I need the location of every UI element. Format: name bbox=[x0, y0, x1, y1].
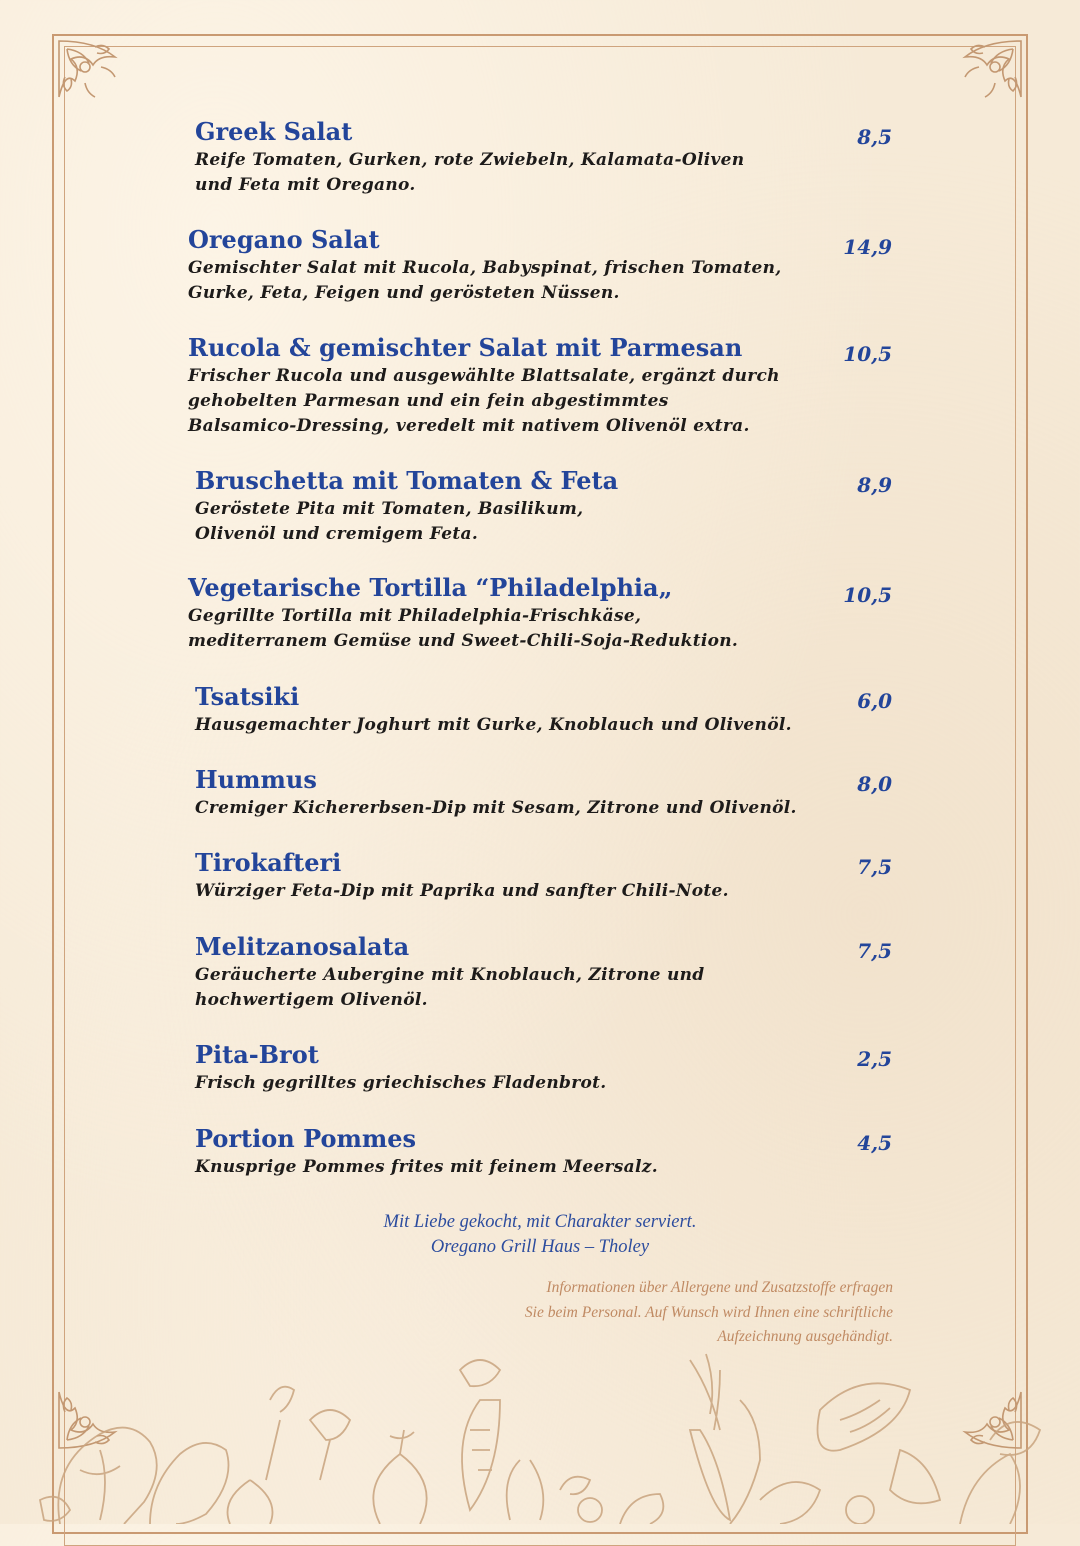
desc-line: gehobelten Parmesan und ein fein abgestimmtes bbox=[188, 391, 669, 411]
allergen-line: Informationen über Allergene und Zusatzstoffe erfragen bbox=[546, 1279, 893, 1296]
desc-line: Balsamico-Dressing, veredelt mit nativem Olivenöl extra. bbox=[188, 416, 750, 436]
menu-item-bruschetta bbox=[195, 466, 915, 547]
desc-line: Gurke, Feta, Feigen und gerösteten Nüssen. bbox=[188, 283, 620, 303]
item-description bbox=[195, 1071, 915, 1096]
item-price: 7,5 bbox=[857, 855, 892, 879]
menu-item-pita-brot bbox=[195, 1040, 915, 1096]
allergen-line: Aufzeichnung ausgehändigt. bbox=[717, 1328, 893, 1345]
footer-tagline: Mit Liebe gekocht, mit Charakter serviert. bbox=[383, 1212, 697, 1232]
desc-line: mediterranem Gemüse und Sweet-Chili-Soja-Reduktion. bbox=[188, 631, 739, 651]
menu-item-hummus bbox=[195, 765, 915, 821]
menu-item-pommes bbox=[195, 1124, 915, 1180]
desc-line: Frischer Rucola und ausgewählte Blattsalate, ergänzt durch bbox=[188, 366, 780, 386]
menu-item-tirokafteri bbox=[195, 848, 915, 904]
item-price: 4,5 bbox=[857, 1131, 892, 1155]
desc-line: Cremiger Kichererbsen-Dip mit Sesam, Zitrone und Olivenöl. bbox=[195, 798, 797, 818]
item-price: 10,5 bbox=[843, 342, 892, 366]
item-name: Rucola & gemischter Salat mit Parmesan bbox=[188, 333, 743, 362]
desc-line: Geröstete Pita mit Tomaten, Basilikum, bbox=[195, 499, 584, 519]
menu-item-oregano-salat bbox=[188, 225, 908, 306]
item-description bbox=[195, 148, 915, 198]
desc-line: Geräucherte Aubergine mit Knoblauch, Zitrone und bbox=[195, 965, 705, 985]
item-name: Tsatsiki bbox=[195, 682, 300, 711]
item-description bbox=[195, 879, 915, 904]
desc-line: Olivenöl und cremigem Feta. bbox=[195, 524, 479, 544]
item-name: Portion Pommes bbox=[195, 1124, 417, 1153]
item-price: 2,5 bbox=[857, 1047, 892, 1071]
allergen-line: Sie beim Personal. Auf Wunsch wird Ihnen eine schriftliche bbox=[524, 1303, 893, 1321]
item-name: Tirokafteri bbox=[195, 848, 342, 877]
item-description bbox=[195, 963, 915, 1013]
item-description bbox=[195, 497, 915, 547]
footer-restaurant-name: Oregano Grill Haus – Tholey bbox=[430, 1237, 650, 1257]
menu-item-melitzanosalata bbox=[195, 932, 915, 1013]
menu-item-tsatsiki bbox=[195, 682, 915, 738]
item-name: Melitzanosalata bbox=[195, 932, 410, 961]
menu-item-tortilla bbox=[188, 573, 908, 654]
item-price: 6,0 bbox=[857, 689, 892, 713]
item-description bbox=[195, 713, 915, 738]
item-description bbox=[188, 604, 908, 654]
desc-line: Knusprige Pommes frites mit feinem Meersalz. bbox=[195, 1157, 658, 1177]
vegetable-illustration-icon bbox=[0, 1340, 1080, 1524]
allergen-notice bbox=[420, 1276, 893, 1350]
desc-line: Hausgemachter Joghurt mit Gurke, Knoblauch und Olivenöl. bbox=[195, 715, 792, 735]
desc-line: Gegrillte Tortilla mit Philadelphia-Frischkäse, bbox=[188, 606, 642, 626]
menu-item-greek-salat bbox=[195, 117, 915, 198]
item-price: 10,5 bbox=[843, 583, 892, 607]
item-description bbox=[195, 796, 915, 821]
item-description bbox=[188, 256, 908, 306]
item-name: Oregano Salat bbox=[188, 225, 380, 254]
item-price: 8,0 bbox=[857, 772, 892, 796]
desc-line: Reife Tomaten, Gurken, rote Zwiebeln, Kalamata-Oliven bbox=[195, 150, 745, 170]
desc-line: Gemischter Salat mit Rucola, Babyspinat, frischen Tomaten, bbox=[188, 258, 782, 278]
item-price: 14,9 bbox=[843, 235, 892, 259]
item-name: Greek Salat bbox=[195, 117, 353, 146]
item-name: Vegetarische Tortilla “Philadelphia„ bbox=[188, 573, 673, 602]
desc-line: und Feta mit Oregano. bbox=[195, 175, 416, 195]
menu-item-rucola-salat bbox=[188, 333, 908, 439]
desc-line: Würziger Feta-Dip mit Paprika und sanfter Chili-Note. bbox=[195, 881, 729, 901]
item-name: Hummus bbox=[195, 765, 317, 794]
item-description bbox=[188, 364, 908, 439]
item-price: 7,5 bbox=[857, 939, 892, 963]
item-price: 8,5 bbox=[857, 125, 892, 149]
item-price: 8,9 bbox=[857, 473, 892, 497]
desc-line: Frisch gegrilltes griechisches Fladenbrot. bbox=[195, 1073, 607, 1093]
item-description bbox=[195, 1155, 915, 1180]
item-name: Bruschetta mit Tomaten & Feta bbox=[195, 466, 619, 495]
item-name: Pita-Brot bbox=[195, 1040, 319, 1069]
desc-line: hochwertigem Olivenöl. bbox=[195, 990, 428, 1010]
ornament-corner-icon bbox=[947, 37, 1025, 115]
ornament-corner-icon bbox=[55, 37, 133, 115]
